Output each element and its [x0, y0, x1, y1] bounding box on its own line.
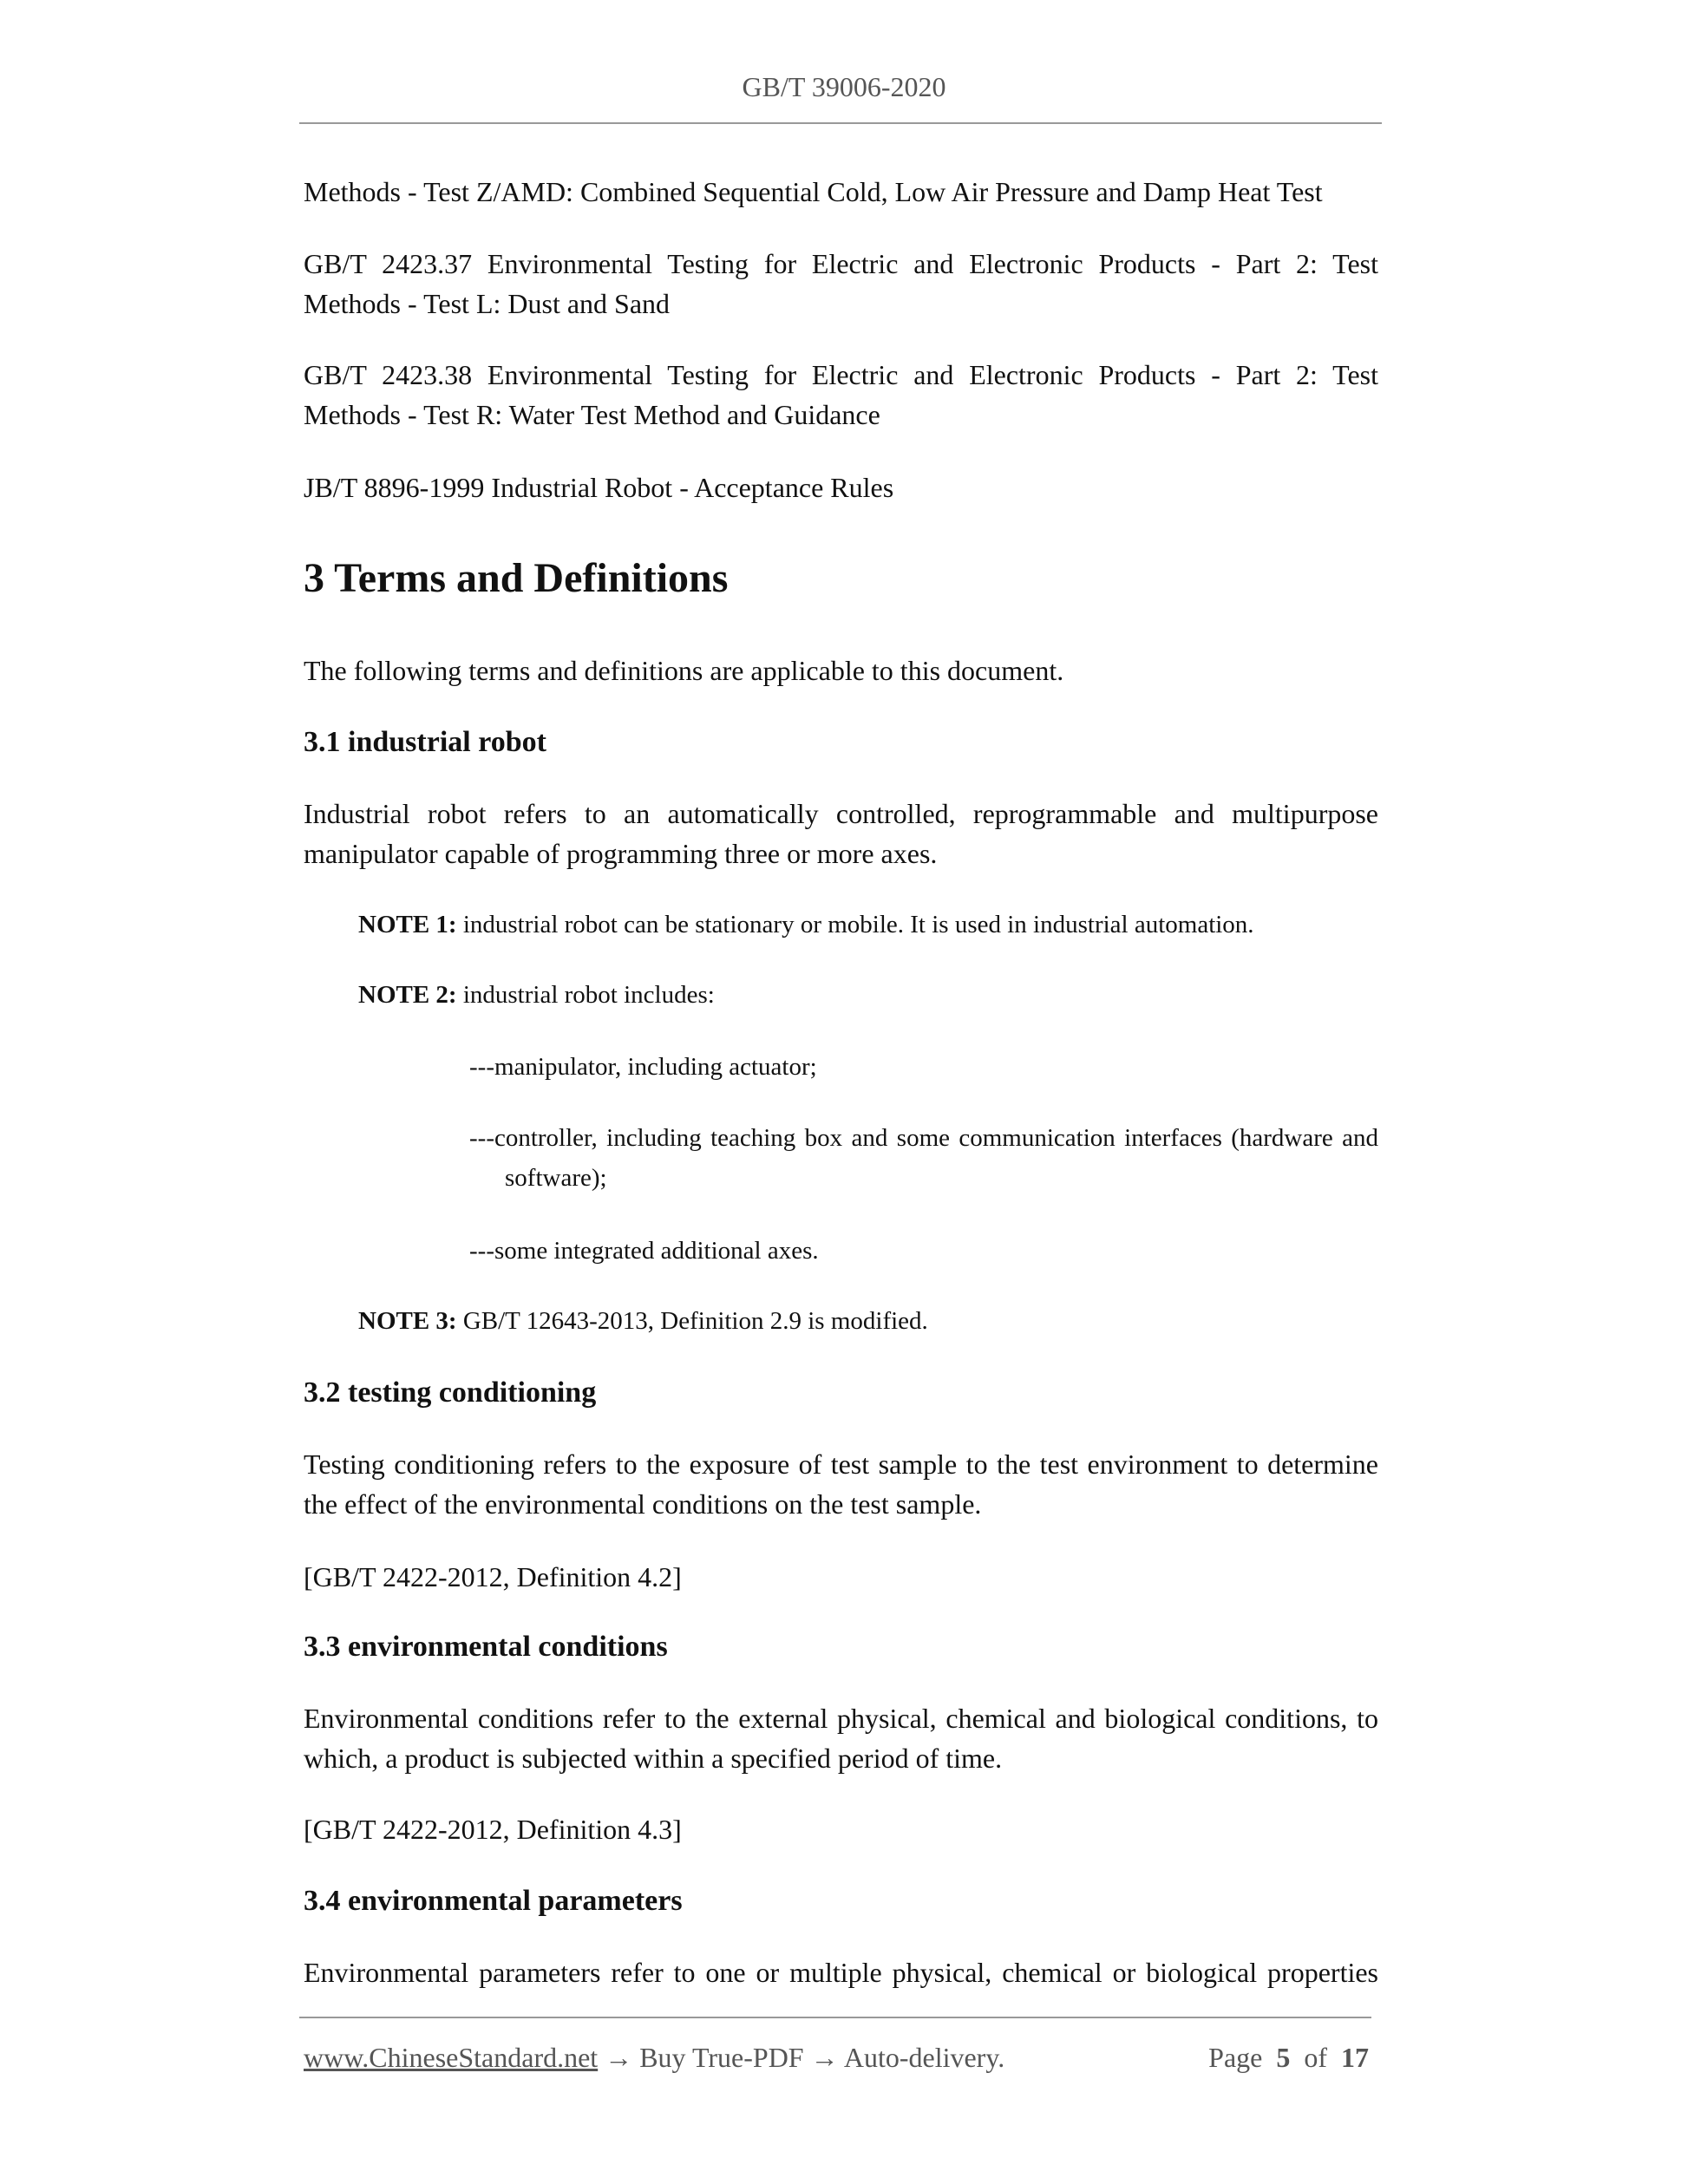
- list-item-line: software);: [505, 1164, 607, 1192]
- section-heading: 3 Terms and Definitions: [304, 555, 729, 601]
- section-intro: The following terms and definitions are applicable to this document.: [304, 655, 1064, 686]
- note-text: industrial robot can be stationary or mobile. It is used in industrial automation.: [456, 911, 1254, 938]
- total-pages: 17: [1341, 2042, 1369, 2073]
- list-item: ---manipulator, including actuator;: [469, 1053, 817, 1081]
- note-text: GB/T 12643-2013, Definition 2.9 is modified.: [456, 1307, 928, 1335]
- reference-line: GB/T 2423.38 Environmental Testing for Electric and Electronic Products - Part 2: Test: [304, 359, 1378, 390]
- note-label: NOTE 3:: [358, 1307, 457, 1335]
- subsection-heading: 3.1 industrial robot: [304, 726, 546, 758]
- reference-item: Methods - Test Z/AMD: Combined Sequential Cold, Low Air Pressure and Damp Heat Test: [304, 176, 1323, 207]
- paragraph-line: which, a product is subjected within a specified period of time.: [304, 1743, 1003, 1774]
- reference-item: [304, 355, 1378, 435]
- page-footer: [304, 2038, 1369, 2076]
- reference-line: Methods - Test L: Dust and Sand: [304, 288, 671, 319]
- paragraph-line: Testing conditioning refers to the exposure of test sample to the test environment to determine: [304, 1448, 1378, 1480]
- note-text: industrial robot includes:: [456, 981, 715, 1009]
- header-divider: [299, 122, 1382, 124]
- note-2: [358, 976, 715, 1014]
- definition-paragraph: [304, 794, 1378, 873]
- reference-item: [304, 244, 1378, 324]
- note-3: [358, 1302, 928, 1340]
- subsection-heading: 3.2 testing conditioning: [304, 1376, 597, 1409]
- paragraph-line: Environmental parameters refer to one or multiple physical, chemical or biological properties: [304, 1957, 1378, 1988]
- footer-tagline: → Buy True-PDF → Auto-delivery.: [598, 2042, 1005, 2073]
- reference-line: Methods - Test R: Water Test Method and Guidance: [304, 399, 880, 430]
- definition-paragraph: [304, 1444, 1378, 1524]
- current-page: 5: [1276, 2042, 1291, 2073]
- reference-line: GB/T 2423.37 Environmental Testing for Electric and Electronic Products - Part 2: Test: [304, 248, 1378, 279]
- website-link[interactable]: www.ChineseStandard.net: [304, 2042, 599, 2073]
- list-item: ---some integrated additional axes.: [469, 1237, 819, 1265]
- list-item-line: ---controller, including teaching box and some communication interfaces (hardware and: [469, 1124, 1378, 1152]
- subsection-heading: 3.4 environmental parameters: [304, 1885, 683, 1917]
- definition-paragraph: [304, 1698, 1378, 1778]
- note-1: [358, 906, 1254, 944]
- paragraph-line: the effect of the environmental conditions on the test sample.: [304, 1488, 982, 1520]
- footer-divider: [299, 2017, 1371, 2018]
- reference-item: JB/T 8896-1999 Industrial Robot - Acceptance Rules: [304, 472, 894, 503]
- note-label: NOTE 2:: [358, 981, 457, 1009]
- page-number: [1208, 2038, 1369, 2076]
- subsection-heading: 3.3 environmental conditions: [304, 1631, 668, 1663]
- definition-source: [GB/T 2422-2012, Definition 4.3]: [304, 1814, 682, 1845]
- page-label: Page: [1208, 2042, 1263, 2073]
- definition-paragraph: [304, 1952, 1378, 1992]
- paragraph-line: Environmental conditions refer to the external physical, chemical and biological conditions, to: [304, 1703, 1378, 1734]
- of-label: of: [1304, 2042, 1327, 2073]
- paragraph-line: Industrial robot refers to an automatically controlled, reprogrammable and multipurpose: [304, 798, 1378, 829]
- note-label: NOTE 1:: [358, 911, 457, 938]
- paragraph-line: manipulator capable of programming three or more axes.: [304, 838, 938, 869]
- list-item: [469, 1118, 1378, 1198]
- running-header: GB/T 39006-2020: [742, 71, 946, 102]
- definition-source: [GB/T 2422-2012, Definition 4.2]: [304, 1561, 682, 1592]
